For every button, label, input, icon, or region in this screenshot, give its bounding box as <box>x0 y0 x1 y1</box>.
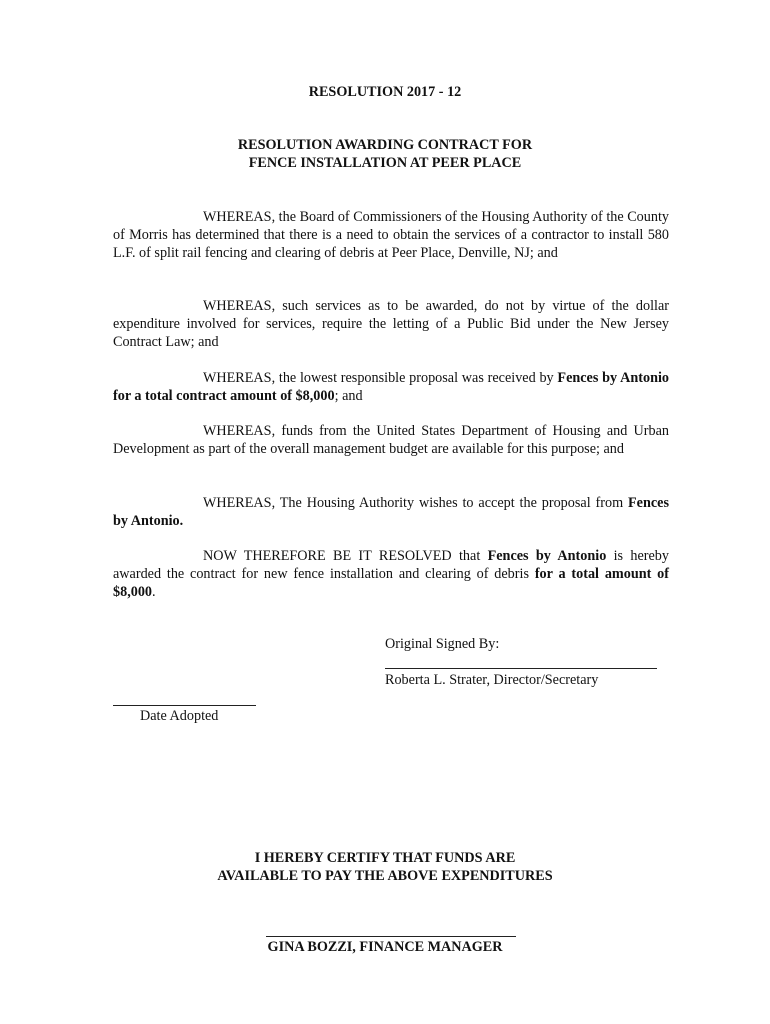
whereas-text-2: WHEREAS, such services as to be awarded, do not by virtue of the dollar expenditure involved for services, require the letting of a Public Bid under the New Jersey Contract Law; and <box>113 298 669 350</box>
certification-line-1: I HEREBY CERTIFY THAT FUNDS ARE <box>254 850 516 866</box>
contractor-name-bold: Fences by Antonio <box>487 548 607 564</box>
finance-manager-name: GINA BOZZI, FINANCE MANAGER <box>267 939 503 955</box>
resolution-number: RESOLUTION 2017 - 12 <box>308 84 462 100</box>
whereas-paragraph-5 <box>113 494 669 530</box>
signature-line <box>385 668 657 669</box>
whereas-paragraph-3 <box>113 369 669 405</box>
resolved-text-c: is hereby awarded the contract for new fence installation and clearing of debris <box>113 548 669 582</box>
whereas-text-1: WHEREAS, the Board of Commissioners of the Housing Authority of the County of Morris has determined that there is a need to obtain the services of a contractor to install 580 L.F. of split rail fencing and clearing of debris at Peer Place, Denville, NJ; and <box>113 209 669 261</box>
title-line-2: FENCE INSTALLATION AT PEER PLACE <box>248 155 522 171</box>
finance-signature-line <box>266 936 516 937</box>
signer-name: Roberta L. Strater, Director/Secretary <box>385 672 599 688</box>
date-adopted-label: Date Adopted <box>140 708 219 724</box>
resolved-text-e: . <box>152 584 156 600</box>
whereas-paragraph-2 <box>113 297 669 351</box>
whereas-text-3a: WHEREAS, the lowest responsible proposal was received by <box>203 370 558 386</box>
whereas-paragraph-1 <box>113 208 669 262</box>
whereas-paragraph-4 <box>113 422 669 458</box>
contractor-name-bold: Fences by Antonio. <box>113 495 669 529</box>
total-amount-bold: for a total amount of $8,000 <box>113 566 669 600</box>
whereas-text-5a: WHEREAS, The Housing Authority wishes to accept the proposal from <box>203 495 629 511</box>
contract-amount-bold: Fences by Antonio for a total contract amount of $8,000 <box>113 370 669 404</box>
certification-line-2: AVAILABLE TO PAY THE ABOVE EXPENDITURES <box>217 868 553 884</box>
title-line-1: RESOLUTION AWARDING CONTRACT FOR <box>237 137 533 153</box>
whereas-text-3c: ; and <box>334 388 363 404</box>
original-signed-label: Original Signed By: <box>385 636 500 652</box>
date-adopted-line <box>113 705 256 706</box>
resolved-paragraph <box>113 547 669 601</box>
whereas-text-4: WHEREAS, funds from the United States Department of Housing and Urban Development as part of the overall management budget are available for this purpose; and <box>113 423 669 457</box>
resolved-text-a: NOW THEREFORE BE IT RESOLVED that <box>203 548 488 564</box>
